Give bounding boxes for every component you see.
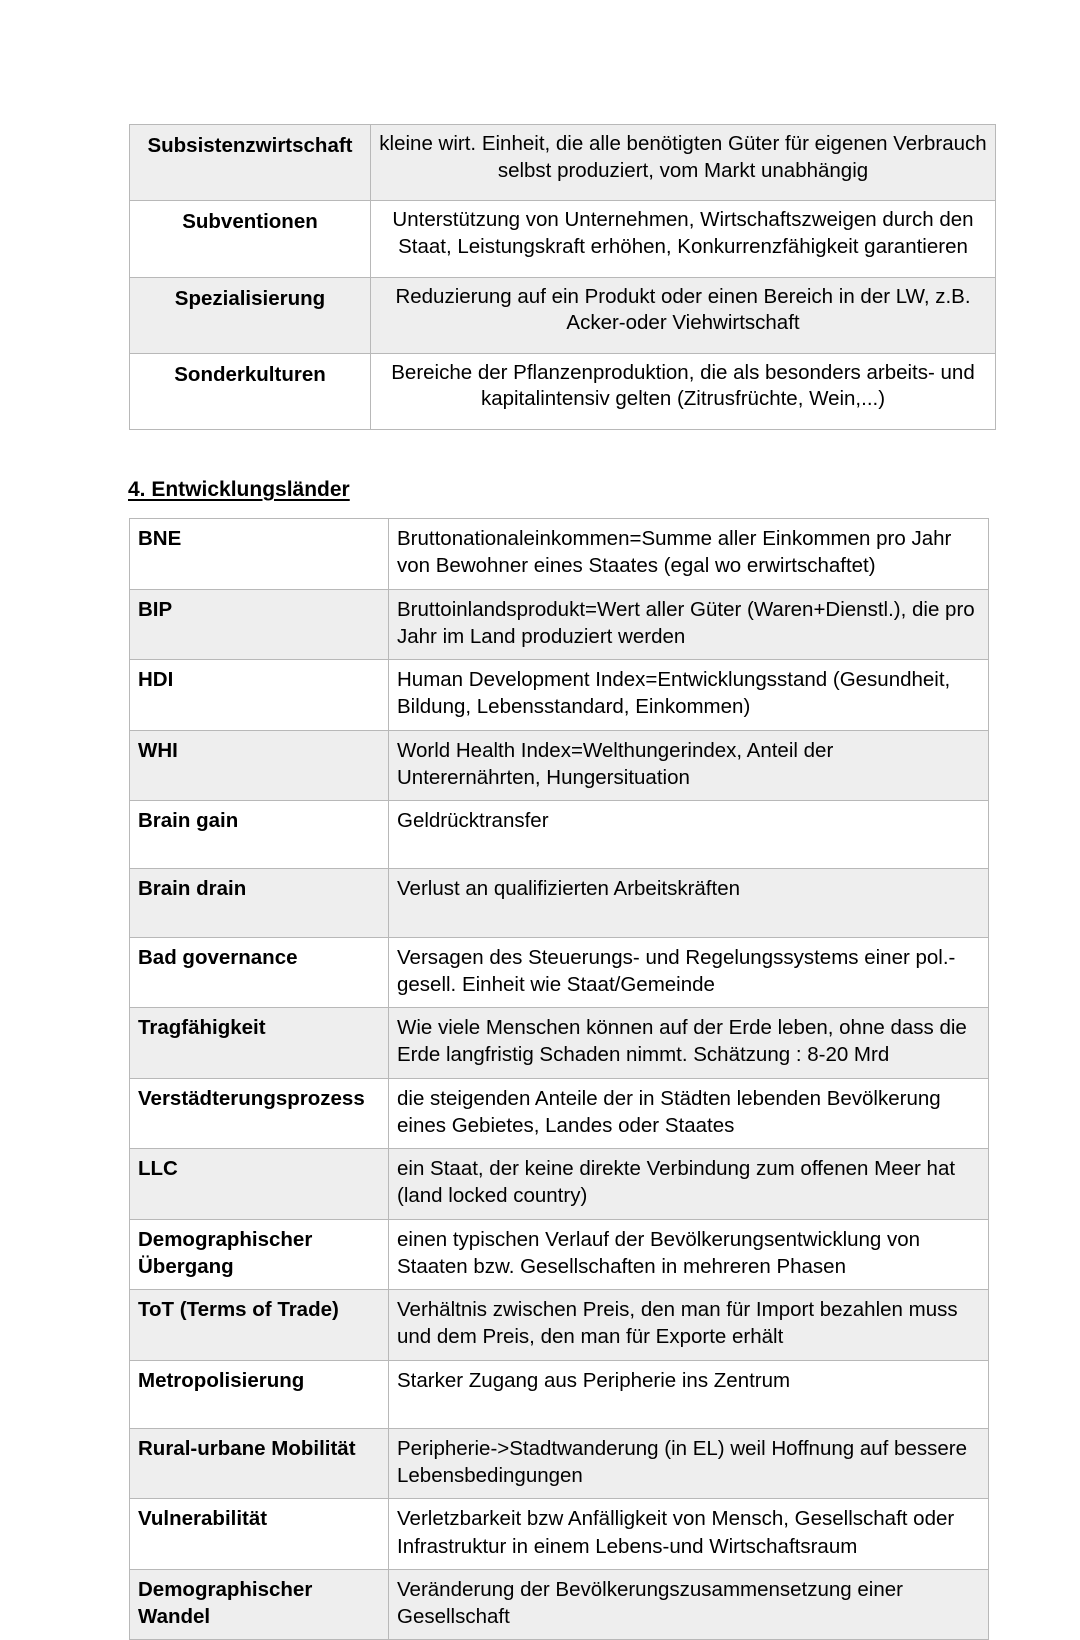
glossary-term-cell: Tragfähigkeit [130, 1008, 389, 1079]
glossary-definition-cell: kleine wirt. Einheit, die alle benötigten Güter für eigenen Verbrauch selbst produziert, vom Markt unabhängig [371, 125, 996, 201]
glossary-term-cell: Spezialisierung [130, 277, 371, 353]
table-row [130, 1219, 989, 1290]
table-row [130, 1078, 989, 1149]
table-row [130, 801, 989, 869]
glossary-term-cell: BNE [130, 519, 389, 590]
glossary-term-cell: Brain drain [130, 869, 389, 937]
glossary-term-cell: WHI [130, 730, 389, 801]
glossary-term-cell: Brain gain [130, 801, 389, 869]
table-row [130, 277, 996, 353]
table-row [130, 125, 996, 201]
table-row [130, 589, 989, 660]
glossary-definition-cell: Verlust an qualifizierten Arbeitskräften [389, 869, 989, 937]
glossary-term-cell: Metropolisierung [130, 1360, 389, 1428]
table-row [130, 1290, 989, 1361]
glossary-definition-cell: Geldrücktransfer [389, 801, 989, 869]
table-row [130, 1428, 989, 1499]
glossary-table-entwicklungslaender [129, 518, 989, 1640]
table-row [130, 353, 996, 429]
glossary-term-cell: HDI [130, 660, 389, 731]
glossary-definition-cell: Human Development Index=Entwicklungsstand (Gesundheit, Bildung, Lebensstandard, Einkommen) [389, 660, 989, 731]
table-row [130, 1499, 989, 1570]
glossary-term-cell: Demographischer Übergang [130, 1219, 389, 1290]
table-row [130, 201, 996, 277]
glossary-definition-cell: Peripherie->Stadtwanderung (in EL) weil Hoffnung auf bessere Lebensbedingungen [389, 1428, 989, 1499]
glossary-term-cell: ToT (Terms of Trade) [130, 1290, 389, 1361]
table-row [130, 1149, 989, 1220]
glossary-definition-cell: einen typischen Verlauf der Bevölkerungsentwicklung von Staaten bzw. Gesellschaften in mehreren Phasen [389, 1219, 989, 1290]
glossary-definition-cell: Verhältnis zwischen Preis, den man für Import bezahlen muss und dem Preis, den man für Exporte erhält [389, 1290, 989, 1361]
glossary-definition-cell: die steigenden Anteile der in Städten lebenden Bevölkerung eines Gebietes, Landes oder Staates [389, 1078, 989, 1149]
table-two-body [130, 519, 989, 1640]
glossary-definition-cell: Versagen des Steuerungs- und Regelungssystems einer pol.-gesell. Einheit wie Staat/Gemeinde [389, 937, 989, 1008]
glossary-term-cell: LLC [130, 1149, 389, 1220]
glossary-definition-cell: ein Staat, der keine direkte Verbindung zum offenen Meer hat (land locked country) [389, 1149, 989, 1220]
glossary-term-cell: Rural-urbane Mobilität [130, 1428, 389, 1499]
glossary-definition-cell: Verletzbarkeit bzw Anfälligkeit von Mensch, Gesellschaft oder Infrastruktur in einem Lebens-und Wirtschaftsraum [389, 1499, 989, 1570]
table-row [130, 869, 989, 937]
table-row [130, 1569, 989, 1640]
table-one-body [130, 125, 996, 430]
glossary-definition-cell: Veränderung der Bevölkerungszusammensetzung einer Gesellschaft [389, 1569, 989, 1640]
glossary-term-cell: BIP [130, 589, 389, 660]
glossary-definition-cell: World Health Index=Welthungerindex, Anteil der Unterernährten, Hungersituation [389, 730, 989, 801]
glossary-term-cell: Subventionen [130, 201, 371, 277]
glossary-term-cell: Bad governance [130, 937, 389, 1008]
glossary-definition-cell: Bereiche der Pflanzenproduktion, die als besonders arbeits- und kapitalintensiv gelten (Zitrusfrüchte, Wein,...) [371, 353, 996, 429]
glossary-term-cell: Subsistenzwirtschaft [130, 125, 371, 201]
table-row [130, 519, 989, 590]
glossary-term-cell: Demographischer Wandel [130, 1569, 389, 1640]
section-heading-entwicklungslaender: 4. Entwicklungsländer [128, 478, 350, 501]
glossary-definition-cell: Bruttonationaleinkommen=Summe aller Einkommen pro Jahr von Bewohner eines Staates (egal wo erwirtschaftet) [389, 519, 989, 590]
table-row [130, 1008, 989, 1079]
glossary-definition-cell: Wie viele Menschen können auf der Erde leben, ohne dass die Erde langfristig Schaden nimmt. Schätzung : 8-20 Mrd [389, 1008, 989, 1079]
table-row [130, 1360, 989, 1428]
glossary-definition-cell: Bruttoinlandsprodukt=Wert aller Güter (Waren+Dienstl.), die pro Jahr im Land produziert werden [389, 589, 989, 660]
table-row [130, 730, 989, 801]
table-row [130, 937, 989, 1008]
glossary-term-cell: Verstädterungsprozess [130, 1078, 389, 1149]
glossary-term-cell: Vulnerabilität [130, 1499, 389, 1570]
glossary-definition-cell: Reduzierung auf ein Produkt oder einen Bereich in der LW, z.B. Acker-oder Viehwirtschaft [371, 277, 996, 353]
glossary-term-cell: Sonderkulturen [130, 353, 371, 429]
table-row [130, 660, 989, 731]
glossary-table-agriculture [129, 124, 996, 430]
glossary-definition-cell: Starker Zugang aus Peripherie ins Zentrum [389, 1360, 989, 1428]
glossary-definition-cell: Unterstützung von Unternehmen, Wirtschaftszweigen durch den Staat, Leistungskraft erhöhen, Konkurrenzfähigkeit garantieren [371, 201, 996, 277]
